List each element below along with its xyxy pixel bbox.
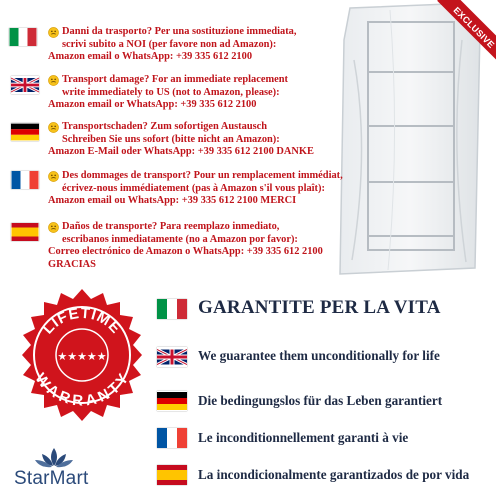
exclusive-badge-text: EXCLUSIVE [451, 5, 496, 51]
notice-line: write immediately to US (not to Amazon, please): [62, 86, 280, 98]
flag-germany-icon [157, 391, 187, 411]
notice-english [48, 74, 288, 112]
notice-line: scrivi subito a NOI (per favore non ad Amazon): [62, 38, 277, 50]
notice-line: Transportschaden? Zum sofortigen Austausch [62, 121, 268, 132]
guarantee-english: We guarantee them unconditionally for life [198, 348, 440, 363]
flag-france-icon [11, 171, 39, 189]
brand-logo [14, 446, 124, 492]
flag-spain-icon [157, 465, 187, 485]
notice-line: Transport damage? For an immediate replacement [62, 74, 288, 85]
flag-uk-icon [157, 347, 187, 367]
notice-line: Amazon email ou WhatsApp: +39 335 612 2100 MERCI [48, 195, 297, 207]
notice-german [48, 121, 314, 159]
flag-italy-icon [9, 28, 37, 46]
flag-germany-icon [11, 123, 39, 141]
lotus-icon [34, 446, 74, 468]
notice-line: escribanos inmediatamente (no a Amazon por favor): [62, 233, 298, 245]
seal-stars: ★★★★★ [57, 350, 107, 363]
notice-spanish [48, 221, 323, 271]
brand-name: StarMart [14, 468, 89, 489]
flag-uk-icon [11, 76, 39, 94]
smiley-icon [48, 75, 59, 86]
notice-french [48, 170, 343, 208]
guarantee-french: Le inconditionnellement garanti à vie [198, 430, 409, 445]
seal-text-top: LIFETIME [39, 304, 125, 338]
notice-line: Daños de transporte? Para reemplazo inmediato, [62, 221, 280, 232]
notice-line: GRACIAS [48, 258, 96, 270]
notice-line: écrivez-nous immédiatement (pas à Amazon s'il vous plaît): [62, 182, 325, 194]
smiley-icon [48, 171, 59, 182]
notice-line: Des dommages de transport? Pour un remplacement immédiat, [62, 170, 343, 181]
notice-line: Danni da trasporto? Per una sostituzione immediata, [62, 26, 297, 37]
guarantee-italian: GARANTITE PER LA VITA [198, 297, 441, 318]
smiley-icon [48, 27, 59, 38]
guarantee-spanish: La incondicionalmente garantizados de por vida [198, 467, 470, 482]
guarantee-german: Die bedingungslos für das Leben garantiert [198, 393, 443, 408]
flag-france-icon [157, 428, 187, 448]
smiley-icon [48, 222, 59, 233]
flag-italy-icon [157, 299, 187, 319]
notice-line: Schreiben Sie uns sofort (bitte nicht an Amazon): [62, 133, 280, 145]
smiley-icon [48, 122, 59, 133]
notice-italian [48, 26, 296, 64]
lifetime-warranty-seal [15, 288, 149, 422]
seal-text-bottom: WARRANTY [31, 370, 133, 410]
notice-line: Amazon email o WhatsApp: +39 335 612 2100 [48, 51, 253, 63]
notice-line: Amazon email or WhatsApp: +39 335 612 2100 [48, 99, 257, 111]
flag-spain-icon [11, 223, 39, 241]
notice-line: Amazon E-Mail oder WhatsApp: +39 335 612 2100 DANKE [48, 146, 314, 158]
notice-line: Correo electrónico de Amazon o WhatsApp: +39 335 612 2100 [48, 246, 323, 258]
exclusive-badge [436, 0, 496, 60]
